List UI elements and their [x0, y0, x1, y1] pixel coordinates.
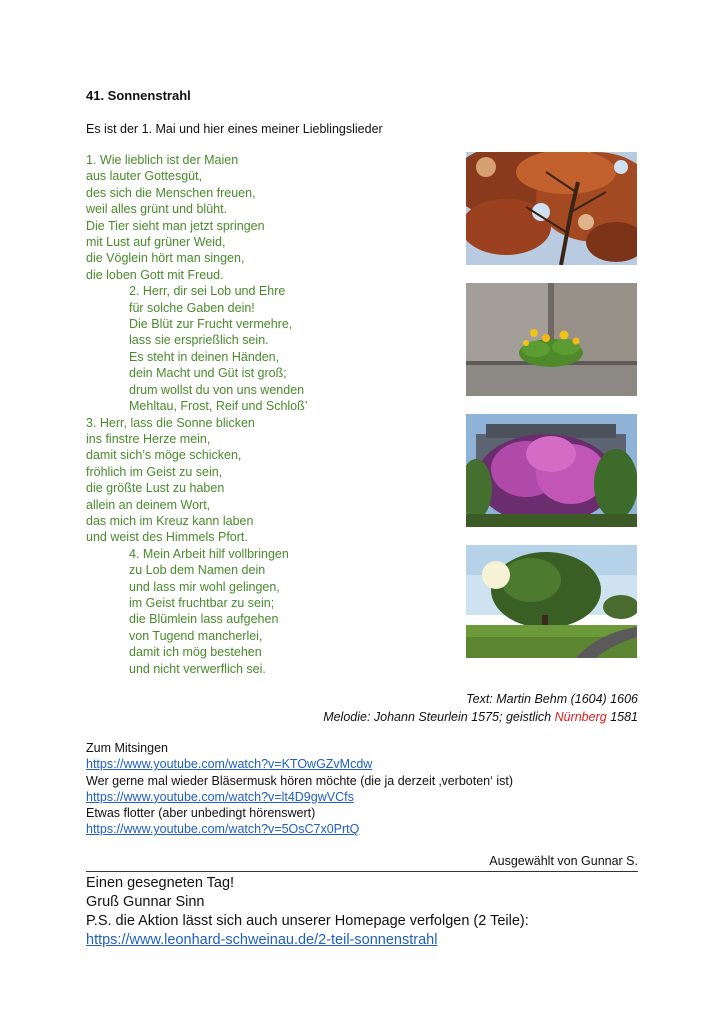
greeting-text: Gruß Gunnar Sinn — [86, 894, 205, 910]
verse-line: aus lauter Gottesgüt, — [86, 169, 203, 184]
verse-line: dein Macht und Güt ist groß; — [129, 366, 287, 381]
photo-park-tree — [466, 545, 637, 658]
ps-text: P.S. die Aktion lässt sich auch unserer Homepage verfolgen (2 Teile): — [86, 913, 529, 929]
melody-city: Nürnberg — [554, 710, 607, 724]
melody-credit — [323, 708, 638, 726]
verse-line: und nicht verwerflich sei. — [129, 661, 266, 676]
faster-version-label: Etwas flotter (aber unbedingt hörenswert) — [86, 806, 316, 821]
page-title: 41. Sonnenstrahl — [86, 88, 191, 103]
verse-line: damit ich mög bestehen — [129, 645, 262, 660]
lyrics-credit: Text: Martin Behm (1604) 1606 — [466, 692, 638, 706]
verse-line: für solche Gaben dein! — [129, 300, 255, 315]
verse-line: 4. Mein Arbeit hilf vollbringen — [129, 546, 289, 561]
verse-3 — [86, 415, 456, 546]
verse-line: im Geist fruchtbar zu sein; — [129, 595, 275, 610]
verse-1 — [86, 152, 456, 283]
song-lyrics — [86, 152, 456, 677]
verse-line: 1. Wie lieblich ist der Maien — [86, 153, 239, 167]
brass-music-link[interactable]: https://www.youtube.com/watch?v=lt4D9gwVCfs — [86, 789, 354, 804]
video-links — [86, 740, 513, 838]
verse-line: damit sich’s möge schicken, — [86, 448, 242, 463]
verse-line: lass sie ersprießlich sein. — [129, 333, 269, 348]
verse-line: von Tugend mancherlei, — [129, 628, 263, 643]
closing-message — [86, 874, 529, 950]
verse-line: Es steht in deinen Händen, — [129, 349, 280, 364]
verse-line: ins finstre Herze mein, — [86, 431, 211, 446]
verse-line: Mehltau, Frost, Reif und Schloß’ — [129, 399, 308, 414]
verse-2 — [86, 283, 456, 414]
verse-line: drum wollst du von uns wenden — [129, 382, 305, 397]
verse-line: mit Lust auf grüner Weid, — [86, 235, 226, 250]
brass-music-label: Wer gerne mal wieder Bläsermusk hören möchte (die ja derzeit ‚verboten‘ ist) — [86, 773, 514, 788]
homepage-link[interactable]: https://www.leonhard-schweinau.de/2-teil-sonnenstrahl — [86, 932, 438, 948]
faster-version-link[interactable]: https://www.youtube.com/watch?v=5OsC7x0PrtQ — [86, 822, 360, 837]
verse-line: und weist des Himmels Pfort. — [86, 530, 248, 545]
verse-line: zu Lob dem Namen dein — [129, 563, 266, 578]
verse-line: des sich die Menschen freuen, — [86, 185, 256, 200]
photo-tree-canopy — [466, 152, 637, 265]
divider — [86, 871, 638, 872]
photo-flowers-concrete — [466, 283, 637, 396]
verse-line: und lass mir wohl gelingen, — [129, 579, 280, 594]
verse-line: weil alles grünt und blüht. — [86, 202, 228, 217]
verse-line: die größte Lust zu haben — [86, 481, 225, 496]
blessing-text: Einen gesegneten Tag! — [86, 875, 235, 891]
verse-line: fröhlich im Geist zu sein, — [86, 464, 223, 479]
verse-line: die loben Gott mit Freud. — [86, 267, 224, 282]
verse-4 — [86, 546, 456, 677]
melody-credit-suffix: 1581 — [606, 710, 638, 724]
selected-by: Ausgewählt von Gunnar S. — [489, 854, 638, 868]
verse-line: 2. Herr, dir sei Lob und Ehre — [129, 284, 286, 299]
photo-lilac-bush — [466, 414, 637, 527]
verse-line: Die Blüt zur Frucht vermehre, — [129, 317, 293, 332]
verse-line: die Blümlein lass aufgehen — [129, 612, 279, 627]
verse-line: die Vöglein hört man singen, — [86, 251, 245, 266]
verse-line: 3. Herr, lass die Sonne blicken — [86, 415, 255, 430]
sing-along-link[interactable]: https://www.youtube.com/watch?v=KTOwGZvMcdw — [86, 757, 373, 772]
song-credits — [323, 690, 638, 726]
verse-line: allein an deinem Wort, — [86, 497, 211, 512]
melody-credit-prefix: Melodie: Johann Steurlein 1575; geistlich — [323, 710, 555, 724]
verse-line: das mich im Kreuz kann laben — [86, 513, 254, 528]
sing-along-label: Zum Mitsingen — [86, 741, 168, 755]
verse-line: Die Tier sieht man jetzt springen — [86, 218, 265, 233]
intro-text: Es ist der 1. Mai und hier eines meiner Lieblingslieder — [86, 122, 383, 136]
